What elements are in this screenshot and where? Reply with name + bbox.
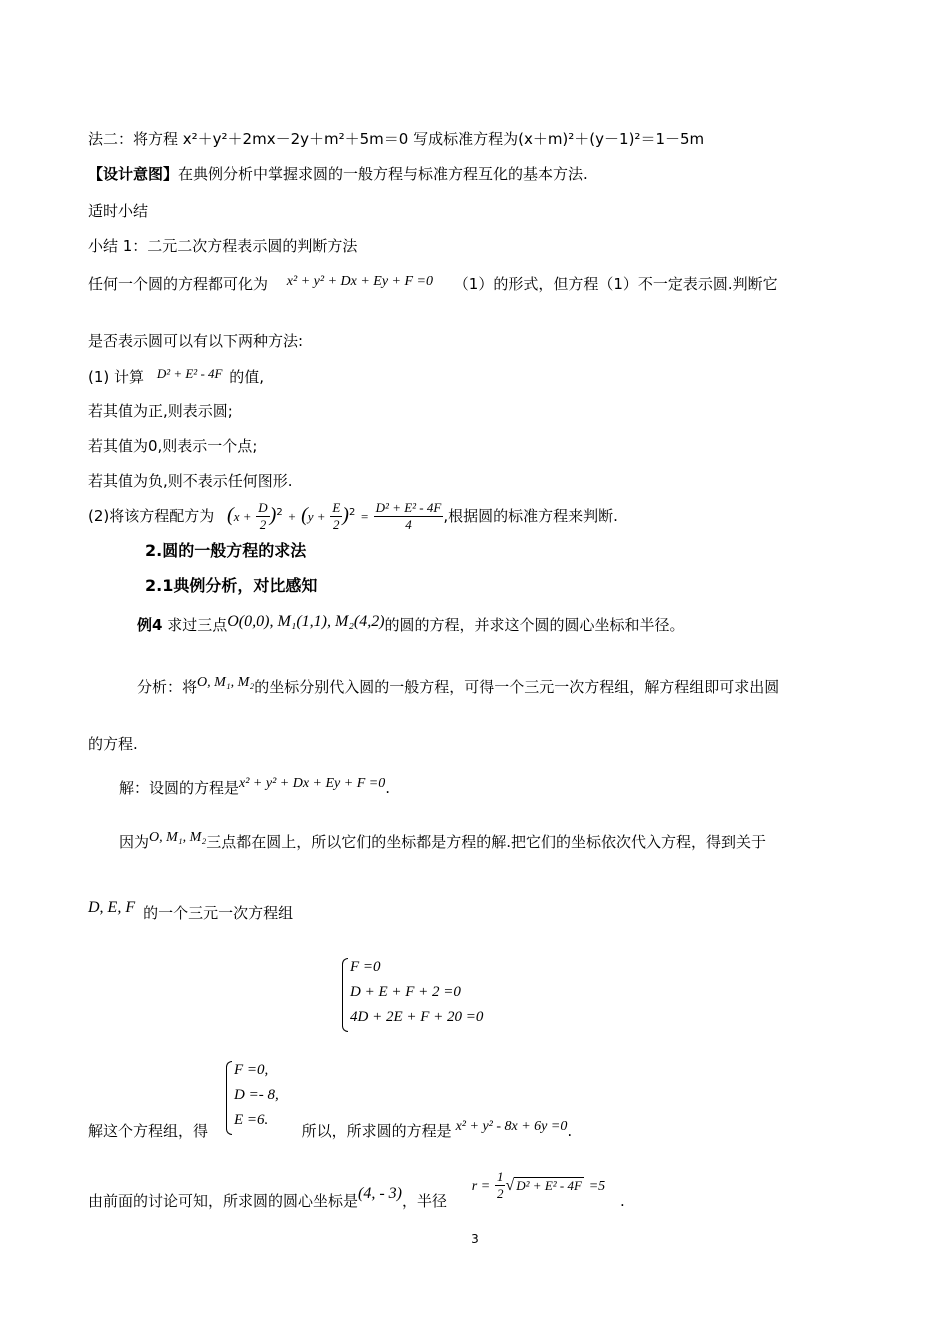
method-one-line: [88, 366, 264, 387]
design-intent-line: [88, 163, 588, 184]
fraction-e-over-2: $\frac{E}{2}$: [332, 500, 341, 532]
analysis-text-a: 分析：将: [137, 678, 198, 696]
method-one-text-a: (1) 计算: [88, 368, 145, 386]
because-text-b: 三点都在圆上，所以它们的坐标都是方程的解.把它们的坐标依次代入方程，得到关于: [206, 833, 766, 851]
fraction-d-over-2: $\frac{D}{2}$: [258, 500, 268, 532]
circle-equation-result: x² + y² - 8x + 6y =0: [455, 1119, 568, 1134]
zero-case: 若其值为0,则表示一个点;: [88, 437, 258, 455]
three-points: O(0,0), M₁(1,1), M₂(4,2): [227, 613, 385, 630]
timely-summary: 适时小结: [88, 202, 149, 220]
general-form-line: [88, 273, 778, 294]
system-one-row: D + E + F + 2 =0: [350, 984, 461, 1000]
because-line: [119, 831, 766, 852]
analysis-text-b: 的坐标分别代入圆的一般方程，可得一个三元一次方程组，解方程组即可求出圆: [254, 678, 780, 696]
because-points: O, M₁, M₂: [149, 830, 207, 845]
method-two-text-b: ,根据圆的标准方程来判断.: [443, 507, 618, 525]
general-form-equation: x² + y² + Dx + Ey + F =0: [286, 274, 433, 289]
system-two-row: F =0,: [234, 1062, 269, 1078]
solution-text-b: .: [385, 779, 390, 797]
system-two-row: E =6.: [234, 1112, 269, 1128]
def-system-line: [88, 899, 294, 923]
solve-line: [88, 1120, 572, 1141]
page-number: 3: [471, 1232, 479, 1246]
analysis-line: [137, 676, 779, 697]
section-heading-2: 2.圆的一般方程的求法: [145, 541, 307, 560]
solve-text-a: 解这个方程组，得: [88, 1122, 209, 1140]
discriminant-expression: D² + E² - 4F: [156, 366, 223, 381]
general-form-text-b: （1）的形式，但方程（1）不一定表示圆.判断它: [453, 275, 778, 293]
section-heading-2-1: 2.1典例分析，对比感知: [145, 576, 318, 595]
system-one-row: F =0: [350, 959, 381, 975]
unknowns-d-e-f: D, E, F: [88, 899, 136, 916]
method-one-text-b: 的值,: [229, 368, 265, 386]
radius-value: =5: [588, 1179, 606, 1194]
system-one-row: 4D + 2E + F + 20 =0: [350, 1009, 484, 1025]
circle-center: (4, - 3): [358, 1185, 402, 1202]
solution-line: [119, 777, 390, 798]
example-text-b: 的圆的方程，并求这个圆的圆心坐标和半径。: [384, 616, 685, 634]
final-text-a: 由前面的讨论可知，所求圆的圆心坐标是: [88, 1192, 359, 1210]
design-intent-text: 在典例分析中掌握求圆的一般方程与标准方程互化的基本方法.: [178, 165, 588, 183]
method-two-text-a: (2)将该方程配方为: [88, 507, 215, 525]
system-two-row: D =- 8,: [234, 1087, 279, 1103]
summary-one-heading: 小结 1：二元二次方程表示圆的判断方法: [88, 237, 358, 255]
fraction-radius-squared: $\frac{\text{D² + E² - 4F}}{4}$: [375, 500, 442, 532]
example-text-a: 求过三点: [167, 616, 228, 634]
example-label: 例4: [137, 616, 163, 634]
negative-case: 若其值为负,则不表示任何图形.: [88, 472, 293, 490]
final-period: .: [619, 1192, 625, 1210]
solution-text-a: 解：设圆的方程是: [119, 779, 240, 797]
def-system-text: 的一个三元一次方程组: [143, 904, 294, 922]
sqrt-radicand: D² + E² - 4F: [516, 1178, 582, 1193]
solve-text-b: 所以，所求圆的方程是: [301, 1122, 452, 1140]
positive-case: 若其值为正,则表示圆;: [88, 402, 233, 420]
radius-symbol: r =: [471, 1179, 491, 1194]
design-intent-label: 【设计意图】: [88, 165, 179, 183]
final-text-b: ，半径: [402, 1192, 448, 1210]
radius-formula: r = $\frac{1}{2}$ √ D² + E² - 4F =5: [471, 1169, 606, 1201]
general-form-text-a: 任何一个圆的方程都可化为: [88, 275, 269, 293]
fraction-one-half: $\frac{1}{2}$: [496, 1169, 504, 1201]
method-two-complete-square: (2)将该方程配方为 (x + $\frac{D}{2}$ )$^2$ + (y + $\frac{E}{2}$ )$^2$ = $\frac{\text{D² + E² - 4F}}{4}$ ,根据圆的标准方程来判断.: [88, 500, 618, 532]
system-one-brace: [342, 958, 348, 1032]
method-two-line: [88, 128, 704, 149]
example-4-line: [137, 614, 685, 635]
solution-equation: x² + y² + Dx + Ey + F =0: [239, 776, 386, 791]
two-methods-line: 是否表示圆可以有以下两种方法:: [88, 332, 304, 350]
method-two-text: 法二：将方程 x²＋y²＋2mx－2y＋m²＋5m＝0 写成标准方程为(x＋m)²＋(y－1)²＝1－5m: [88, 130, 705, 148]
analysis-continuation: 的方程.: [88, 735, 138, 753]
because-text-a: 因为: [119, 833, 150, 851]
solve-period: .: [567, 1122, 573, 1140]
analysis-points: O, M₁, M₂: [197, 675, 255, 690]
linear-system-one: [350, 955, 483, 1030]
final-line: [88, 1169, 625, 1218]
